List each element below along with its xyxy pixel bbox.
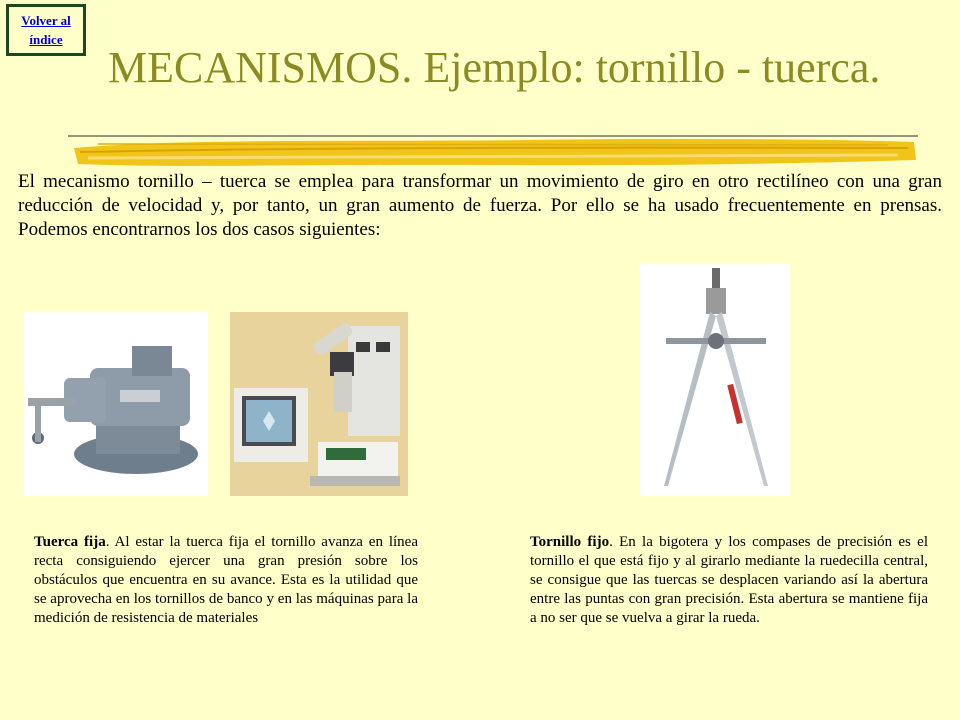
- intro-paragraph: El mecanismo tornillo – tuerca se emplea para transformar un movimiento de giro en otro rectilíneo con una gran reducción de velocidad y, por tanto, un gran aumento de fuerza. Por ello se ha usado frecuentemente en prensas. Podemos encontrarnos los dos casos siguientes:: [18, 171, 942, 240]
- fixed-nut-title: Tuerca fija: [34, 534, 106, 550]
- back-link-line2[interactable]: índice: [29, 32, 63, 47]
- bench-vise-image: [24, 312, 208, 496]
- precision-compass-image: [640, 264, 790, 496]
- fixed-screw-title: Tornillo fijo: [530, 534, 610, 550]
- fixed-screw-text: . En la bigotera y los compases de precisión es el tornillo el que está fijo y al girarlo mediante la ruedecilla central, se consigue que las tuercas se desplacen variando así la abertura entre las puntas con gran precisión. Esta abertura se mantiene fija a no ser que se vuelva a girar la rueda.: [530, 534, 928, 626]
- back-to-index-box: [6, 4, 86, 56]
- back-link-line1[interactable]: Volver al: [21, 13, 71, 28]
- fixed-screw-caption: [530, 533, 928, 628]
- fixed-nut-text: . Al estar la tuerca fija el tornillo avanza en línea recta consiguiendo ejercer una gran presión sobre los obstáculos que encuentra en su avance. Esta es la utilidad que se aprovecha en los tornillos de banco y en las máquinas para la medición de resistencia de materiales: [34, 534, 418, 626]
- testing-machine-image: [230, 312, 408, 496]
- page-title: MECANISMOS. Ejemplo: tornillo - tuerca.: [108, 43, 881, 92]
- fixed-nut-caption: [34, 533, 418, 628]
- back-to-index-link[interactable]: [21, 11, 70, 49]
